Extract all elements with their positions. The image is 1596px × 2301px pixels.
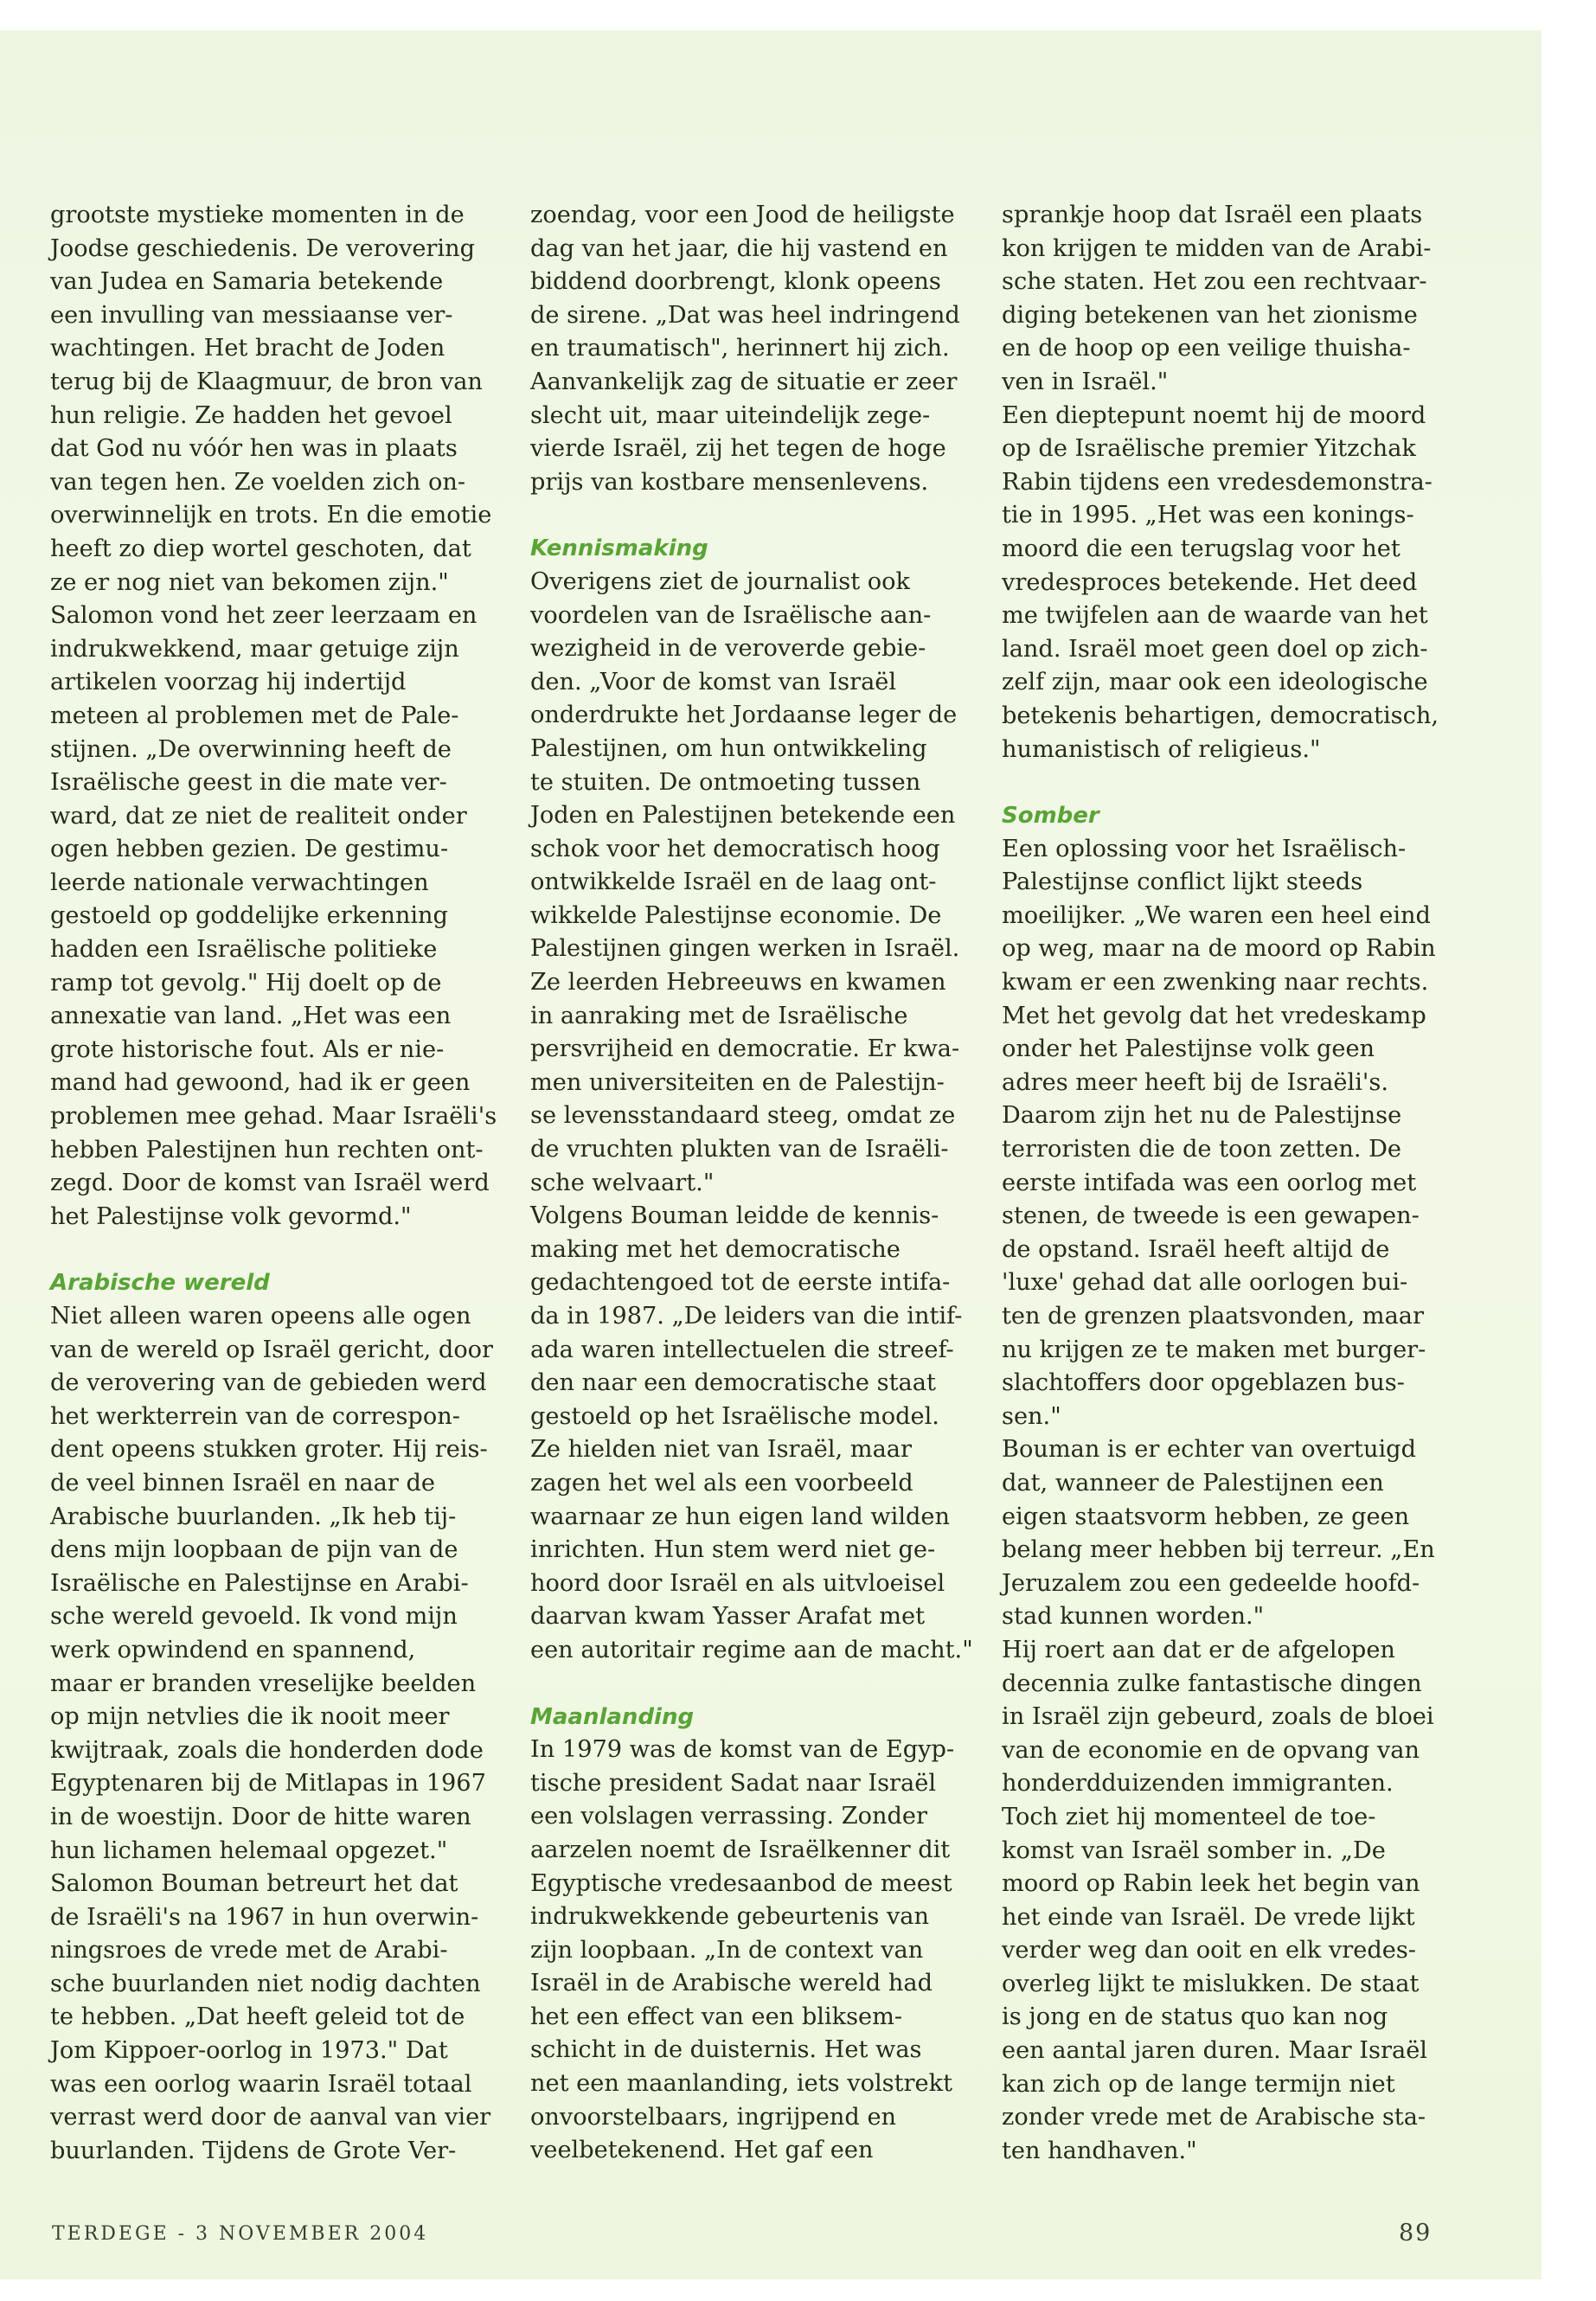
text-line: Aanvankelijk zag de situatie er zeer bbox=[530, 368, 958, 395]
text-line: tie in 1995. „Het was een konings- bbox=[1002, 502, 1414, 529]
page-number: 89 bbox=[1399, 2220, 1433, 2247]
text-line: annexatie van land. „Het was een bbox=[50, 1003, 452, 1030]
text-line: Overigens ziet de journalist ook bbox=[530, 567, 910, 595]
paragraph bbox=[1002, 833, 1443, 2169]
text-line: eigen staatsvorm hebben, ze geen bbox=[1002, 1503, 1410, 1530]
text-line: in aanraking met de Israëlische bbox=[530, 1002, 908, 1029]
paragraph bbox=[530, 1734, 971, 2168]
text-line: op de Israëlische premier Yitzchak bbox=[1002, 435, 1416, 463]
text-line: Joden en Palestijnen betekende een bbox=[530, 802, 956, 830]
text-line: stijnen. „De overwinning heeft de bbox=[50, 735, 452, 763]
text-line: betekenis behartigen, democratisch, bbox=[1002, 702, 1439, 729]
text-line: prijs van kostbare mensenlevens. bbox=[530, 468, 929, 496]
text-line: wezigheid in de veroverde gebie- bbox=[530, 635, 926, 663]
text-line: werk opwindend en spannend, bbox=[50, 1636, 416, 1663]
text-line: terug bij de Klaagmuur, de bron van bbox=[50, 368, 483, 395]
text-line: sche welvaart." bbox=[530, 1169, 715, 1196]
text-line: ramp tot gevolg." Hij doelt op de bbox=[50, 969, 442, 997]
text-line: hun religie. Ze hadden het gevoel bbox=[50, 401, 452, 429]
text-line: en traumatisch", herinnert hij zich. bbox=[530, 335, 950, 362]
text-line: kon krijgen te midden van de Arabi- bbox=[1002, 234, 1432, 262]
text-line: den. „Voor de komst van Israël bbox=[530, 668, 897, 695]
text-line: mand had gewoond, had ik er geen bbox=[50, 1069, 471, 1097]
text-line: de vruchten plukten van de Israëli- bbox=[530, 1136, 949, 1163]
magazine-page bbox=[0, 30, 1542, 2279]
text-line: Een dieptepunt noemt hij de moord bbox=[1002, 401, 1426, 429]
text-line: dat God nu vóór hen was in plaats bbox=[50, 435, 458, 463]
text-line: ward, dat ze niet de realiteit onder bbox=[50, 802, 467, 830]
text-line: Egyptenaren bij de Mitlapas in 1967 bbox=[50, 1770, 486, 1798]
article-column-1 bbox=[50, 199, 497, 2168]
text-line: van Judea en Samaria betekende bbox=[50, 268, 444, 296]
text-line: Arabische buurlanden. „Ik heb tij- bbox=[50, 1503, 457, 1530]
text-line: Bouman is er echter van overtuigd bbox=[1002, 1436, 1416, 1464]
paragraph bbox=[50, 199, 497, 1234]
text-line: nu krijgen ze te maken met burger- bbox=[1002, 1336, 1426, 1363]
text-line: adres meer heeft bij de Israëli's. bbox=[1002, 1068, 1388, 1096]
text-line: indrukwekkend, maar getuige zijn bbox=[50, 635, 459, 663]
text-line: Hij roert aan dat er de afgelopen bbox=[1002, 1636, 1395, 1663]
text-line: Met het gevolg dat het vredeskamp bbox=[1002, 1002, 1426, 1029]
text-line: onvoorstelbaars, ingrijpend en bbox=[530, 2103, 897, 2131]
text-line: een aantal jaren duren. Maar Israël bbox=[1002, 2037, 1427, 2065]
section-heading: Maanlanding bbox=[530, 1703, 695, 1730]
text-line: de verovering van de gebieden werd bbox=[50, 1369, 487, 1397]
text-line: Ze hielden niet van Israël, maar bbox=[530, 1436, 913, 1464]
text-line: hun lichamen helemaal opgezet." bbox=[50, 1836, 448, 1864]
text-line: is jong en de status quo kan nog bbox=[1002, 2003, 1388, 2031]
text-line: zagen het wel als een voorbeeld bbox=[530, 1469, 913, 1497]
text-line: eerste intifada was een oorlog met bbox=[1002, 1169, 1417, 1196]
text-line: ningsroes de vrede met de Arabi- bbox=[50, 1937, 448, 1965]
text-line: Een oplossing voor het Israëlisch- bbox=[1002, 835, 1407, 862]
text-line: Jom Kippoer-oorlog in 1973." Dat bbox=[50, 2037, 448, 2065]
text-line: meteen al problemen met de Pale- bbox=[50, 702, 459, 729]
text-line: Palestijnse conflict lijkt steeds bbox=[1002, 868, 1363, 896]
text-line: making met het democratische bbox=[530, 1235, 901, 1263]
text-line: wikkelde Palestijnse economie. De bbox=[530, 901, 942, 929]
text-line: hebben Palestijnen hun rechten ont- bbox=[50, 1136, 484, 1163]
text-line: en de hoop op een veilige thuisha- bbox=[1002, 335, 1411, 362]
text-line: stenen, de tweede is een gewapen- bbox=[1002, 1202, 1420, 1230]
text-line: In 1979 was de komst van de Egyp- bbox=[530, 1736, 955, 1764]
text-line: buurlanden. Tijdens de Grote Ver- bbox=[50, 2137, 457, 2164]
text-line: me twijfelen aan de waarde van het bbox=[1002, 602, 1428, 630]
text-line: diging betekenen van het zionisme bbox=[1002, 301, 1418, 329]
text-line: decennia zulke fantastische dingen bbox=[1002, 1670, 1422, 1697]
text-line: Israël in de Arabische wereld had bbox=[530, 1970, 933, 1997]
text-line: aarzelen noemt de Israëlkenner dit bbox=[530, 1836, 951, 1863]
text-line: kan zich op de lange termijn niet bbox=[1002, 2070, 1395, 2098]
text-line: ada waren intellectuelen die streef- bbox=[530, 1336, 954, 1363]
text-line: ontwikkelde Israël en de laag ont- bbox=[530, 868, 937, 896]
text-line: het einde van Israël. De vrede lijkt bbox=[1002, 1903, 1415, 1931]
text-line: net een maanlanding, iets volstrekt bbox=[530, 2070, 953, 2098]
text-line: schicht in de duisternis. Het was bbox=[530, 2036, 922, 2064]
article-column-3 bbox=[1002, 199, 1443, 2168]
text-line: een volslagen verrassing. Zonder bbox=[530, 1803, 927, 1830]
text-line: zelf zijn, maar ook een ideologische bbox=[1002, 669, 1428, 696]
text-line: onderdrukte het Jordaanse leger de bbox=[530, 702, 958, 729]
text-line: sche staten. Het zou een rechtvaar- bbox=[1002, 268, 1427, 296]
text-line: dens mijn loopbaan de pijn van de bbox=[50, 1536, 458, 1564]
text-line: terroristen die de toon zetten. De bbox=[1002, 1136, 1402, 1163]
text-line: ven in Israël." bbox=[1002, 368, 1169, 395]
text-line: komst van Israël somber in. „De bbox=[1002, 1836, 1386, 1864]
text-line: sche buurlanden niet nodig dachten bbox=[50, 1970, 481, 1997]
text-line: kwam er een zwenking naar rechts. bbox=[1002, 969, 1429, 997]
text-line: belang meer hebben bij terreur. „En bbox=[1002, 1536, 1435, 1564]
text-line: grootste mystieke momenten in de bbox=[50, 202, 465, 228]
text-line: moord die een terugslag voor het bbox=[1002, 535, 1401, 562]
text-line: Israëlische geest in die mate ver- bbox=[50, 769, 447, 797]
text-line: sen." bbox=[1002, 1402, 1061, 1430]
text-line: was een oorlog waarin Israël totaal bbox=[50, 2070, 472, 2098]
text-line: de opstand. Israël heeft altijd de bbox=[1002, 1235, 1390, 1263]
text-line: in de woestijn. Door de hitte waren bbox=[50, 1803, 471, 1830]
text-line: op weg, maar na de moord op Rabin bbox=[1002, 935, 1436, 963]
text-line: hadden een Israëlische politieke bbox=[50, 936, 438, 964]
text-line: inrichten. Hun stem werd niet ge- bbox=[530, 1536, 936, 1564]
text-line: ten handhaven." bbox=[1002, 2137, 1197, 2164]
section-heading: Arabische wereld bbox=[50, 1270, 270, 1297]
text-line: verder weg dan ooit en elk vredes- bbox=[1002, 1937, 1416, 1965]
article-column-2 bbox=[530, 199, 971, 2168]
text-line: den naar een democratische staat bbox=[530, 1369, 936, 1397]
text-line: verrast werd door de aanval van vier bbox=[50, 2104, 491, 2131]
text-line: Daarom zijn het nu de Palestijnse bbox=[1002, 1102, 1402, 1130]
text-line: Egyptische vredesaanbod de meest bbox=[530, 1869, 952, 1897]
text-line: vierde Israël, zij het tegen de hoge bbox=[530, 435, 946, 463]
paragraph bbox=[530, 199, 971, 499]
text-line: van de wereld op Israël gericht, door bbox=[50, 1336, 494, 1363]
text-line: Israëlische en Palestijnse en Arabi- bbox=[50, 1569, 469, 1597]
text-line: onder het Palestijnse volk geen bbox=[1002, 1035, 1375, 1063]
text-line: op mijn netvlies die ik nooit meer bbox=[50, 1703, 450, 1731]
footer-publication: TERDEGE - 3 NOVEMBER 2004 bbox=[52, 2223, 429, 2245]
paragraph bbox=[1002, 199, 1443, 766]
text-line: zonder vrede met de Arabische sta- bbox=[1002, 2104, 1426, 2131]
text-line: Niet alleen waren opeens alle ogen bbox=[50, 1303, 471, 1330]
text-line: ze er nog niet van bekomen zijn." bbox=[50, 568, 449, 596]
text-line: stad kunnen worden." bbox=[1002, 1603, 1265, 1631]
text-line: Salomon vond het zeer leerzaam en bbox=[50, 602, 478, 630]
text-line: de sirene. „Dat was heel indringend bbox=[530, 301, 960, 329]
text-line: Joodse geschiedenis. De verovering bbox=[50, 234, 476, 262]
text-line: da in 1987. „De leiders van die intif- bbox=[530, 1303, 963, 1330]
text-line: daarvan kwam Yasser Arafat met bbox=[530, 1603, 926, 1631]
text-line: sprankje hoop dat Israël een plaats bbox=[1002, 202, 1423, 228]
text-line: een invulling van messiaanse ver- bbox=[50, 301, 453, 329]
text-line: land. Israël moet geen doel op zich- bbox=[1002, 635, 1428, 663]
text-line: moord op Rabin leek het begin van bbox=[1002, 1870, 1420, 1898]
text-line: vredesproces betekende. Het deed bbox=[1002, 568, 1418, 596]
text-line: Ze leerden Hebreeuws en kwamen bbox=[530, 969, 946, 997]
text-line: problemen mee gehad. Maar Israëli's bbox=[50, 1103, 497, 1131]
text-line: humanistisch of religieus." bbox=[1002, 735, 1321, 763]
text-line: ogen hebben gezien. De gestimu- bbox=[50, 836, 449, 863]
text-line: Palestijnen, om hun ontwikkeling bbox=[530, 734, 927, 762]
text-line: zegd. Door de komst van Israël werd bbox=[50, 1170, 490, 1197]
text-line: leerde nationale verwachtingen bbox=[50, 868, 429, 896]
text-line: dent opeens stukken groter. Hij reis- bbox=[50, 1436, 488, 1464]
text-line: dag van het jaar, die hij vastend en bbox=[530, 234, 948, 262]
text-line: Palestijnen gingen werken in Israël. bbox=[530, 935, 960, 963]
text-line: te stuiten. De ontmoeting tussen bbox=[530, 768, 921, 796]
text-line: gestoeld op goddelijke erkenning bbox=[50, 902, 448, 930]
text-line: van tegen hen. Ze voelden zich on- bbox=[50, 468, 466, 496]
text-line: het Palestijnse volk gevormd." bbox=[50, 1202, 412, 1230]
text-line: zoendag, voor een Jood de heiligste bbox=[530, 202, 955, 228]
text-line: persvrijheid en democratie. Er kwa- bbox=[530, 1035, 960, 1063]
text-line: indrukwekkende gebeurtenis van bbox=[530, 1903, 930, 1931]
text-line: het werkterrein van de correspon- bbox=[50, 1402, 460, 1430]
text-line: se levensstandaard steeg, omdat ze bbox=[530, 1102, 956, 1130]
text-line: maar er branden vreselijke beelden bbox=[50, 1670, 477, 1697]
text-line: heeft zo diep wortel geschoten, dat bbox=[50, 535, 471, 562]
text-line: artikelen voorzag hij indertijd bbox=[50, 669, 407, 696]
section-heading: Somber bbox=[1002, 803, 1099, 830]
text-line: Volgens Bouman leidde de kennis- bbox=[530, 1202, 939, 1230]
text-line: voordelen van de Israëlische aan- bbox=[530, 601, 932, 629]
text-line: gedachtengoed tot de eerste intifa- bbox=[530, 1269, 951, 1297]
section-heading: Kennismaking bbox=[530, 535, 708, 562]
text-line: Toch ziet hij momenteel de toe- bbox=[1002, 1803, 1376, 1830]
text-line: veelbetekenend. Het gaf een bbox=[530, 2137, 874, 2164]
text-line: te hebben. „Dat heeft geleid tot de bbox=[50, 2003, 465, 2031]
text-line: Jeruzalem zou een gedeelde hoofd- bbox=[1002, 1569, 1420, 1597]
text-line: slecht uit, maar uiteindelijk zege- bbox=[530, 401, 931, 429]
text-line: biddend doorbrengt, klonk opeens bbox=[530, 268, 941, 296]
text-line: de veel binnen Israël en naar de bbox=[50, 1469, 435, 1497]
text-line: hoord door Israël en als uitvloeisel bbox=[530, 1569, 945, 1597]
text-line: kwijtraak, zoals die honderden dode bbox=[50, 1736, 484, 1764]
text-line: het een effect van een bliksem- bbox=[530, 2003, 903, 2030]
text-line: schok voor het democratisch hoog bbox=[530, 835, 940, 862]
text-line: honderdduizenden immigranten. bbox=[1002, 1770, 1394, 1798]
text-line: ten de grenzen plaatsvonden, maar bbox=[1002, 1303, 1424, 1330]
text-line: in Israël zijn gebeurd, zoals de bloei bbox=[1002, 1703, 1434, 1731]
paragraph bbox=[530, 566, 971, 1668]
text-line: gestoeld op het Israëlische model. bbox=[530, 1402, 939, 1430]
text-line: overleg lijkt te mislukken. De staat bbox=[1002, 1970, 1420, 1997]
text-line: zijn loopbaan. „In de context van bbox=[530, 1936, 924, 1964]
text-line: waarnaar ze hun eigen land wilden bbox=[530, 1503, 951, 1530]
scan-margin bbox=[1542, 0, 1596, 2301]
text-line: moeilijker. „We waren een heel eind bbox=[1002, 901, 1431, 929]
text-line: overwinnelijk en trots. En die emotie bbox=[50, 502, 492, 529]
text-line: Salomon Bouman betreurt het dat bbox=[50, 1870, 458, 1898]
paragraph bbox=[50, 1300, 494, 2168]
text-line: slachtoffers door opgeblazen bus- bbox=[1002, 1369, 1405, 1397]
text-line: wachtingen. Het bracht de Joden bbox=[50, 335, 445, 362]
text-line: de Israëli's na 1967 in hun overwin- bbox=[50, 1903, 479, 1931]
text-line: 'luxe' gehad dat alle oorlogen bui- bbox=[1002, 1269, 1408, 1297]
text-line: grote historische fout. Als er nie- bbox=[50, 1035, 445, 1063]
text-line: tische president Sadat naar Israël bbox=[530, 1769, 937, 1797]
text-line: sche wereld gevoeld. Ik vond mijn bbox=[50, 1603, 458, 1631]
text-line: men universiteiten en de Palestijn- bbox=[530, 1068, 945, 1096]
text-line: Rabin tijdens een vredesdemonstra- bbox=[1002, 468, 1433, 496]
text-line: dat, wanneer de Palestijnen een bbox=[1002, 1469, 1384, 1497]
text-line: een autoritair regime aan de macht." bbox=[530, 1636, 973, 1663]
text-line: van de economie en de opvang van bbox=[1002, 1736, 1420, 1764]
